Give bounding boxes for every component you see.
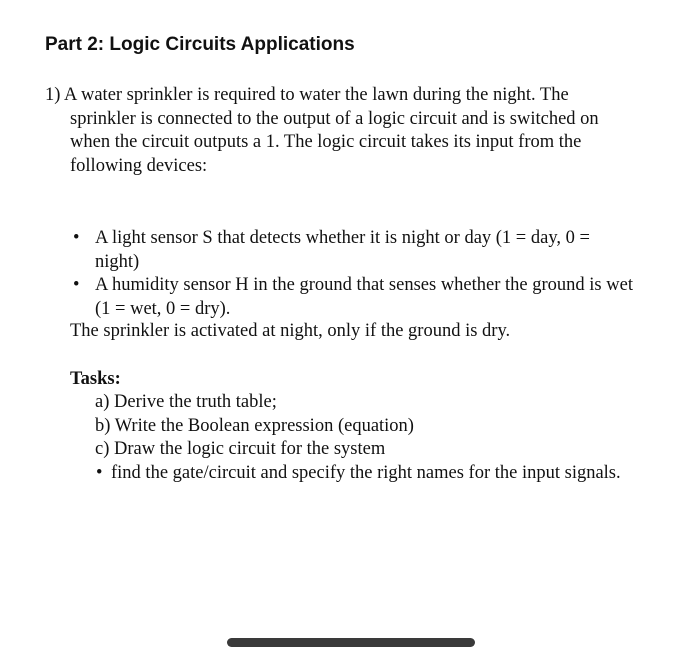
task-item-a: a) Derive the truth table; (95, 392, 277, 412)
tasks-heading: Tasks: (70, 369, 121, 389)
question-line: following devices: (70, 155, 208, 176)
list-item-line: (1 = wet, 0 = dry). (95, 298, 231, 319)
task-bullet-text: find the gate/circuit and specify the right names for the input signals. (111, 462, 621, 483)
device-list (70, 227, 670, 321)
list-item-line: night) (95, 251, 140, 272)
page-title: Part 2: Logic Circuits Applications (45, 34, 355, 55)
question-line: sprinkler is connected to the output of a logic circuit and is switched on (70, 108, 599, 129)
bullet-icon: • (73, 228, 80, 248)
bullet-icon: • (73, 275, 80, 295)
task-bullet-item (95, 462, 621, 486)
tasks-list (95, 391, 621, 485)
question-paragraph (45, 84, 665, 178)
sprinkler-note: The sprinkler is activated at night, only if the ground is dry. (70, 321, 511, 341)
question-line: 1) A water sprinkler is required to water the lawn during the night. The (45, 85, 569, 105)
task-item-b: b) Write the Boolean expression (equation) (95, 415, 414, 436)
bullet-icon: • (96, 462, 103, 483)
list-item-light-sensor (70, 227, 670, 274)
task-item-c: c) Draw the logic circuit for the system (95, 439, 386, 459)
list-item-line: A light sensor S that detects whether it is night or day (1 = day, 0 = (95, 228, 590, 248)
question-line: when the circuit outputs a 1. The logic circuit takes its input from the (70, 132, 582, 152)
home-indicator-bar[interactable] (227, 638, 475, 647)
list-item-line: A humidity sensor H in the ground that senses whether the ground is wet (95, 275, 633, 295)
list-item-humidity-sensor (70, 274, 670, 321)
